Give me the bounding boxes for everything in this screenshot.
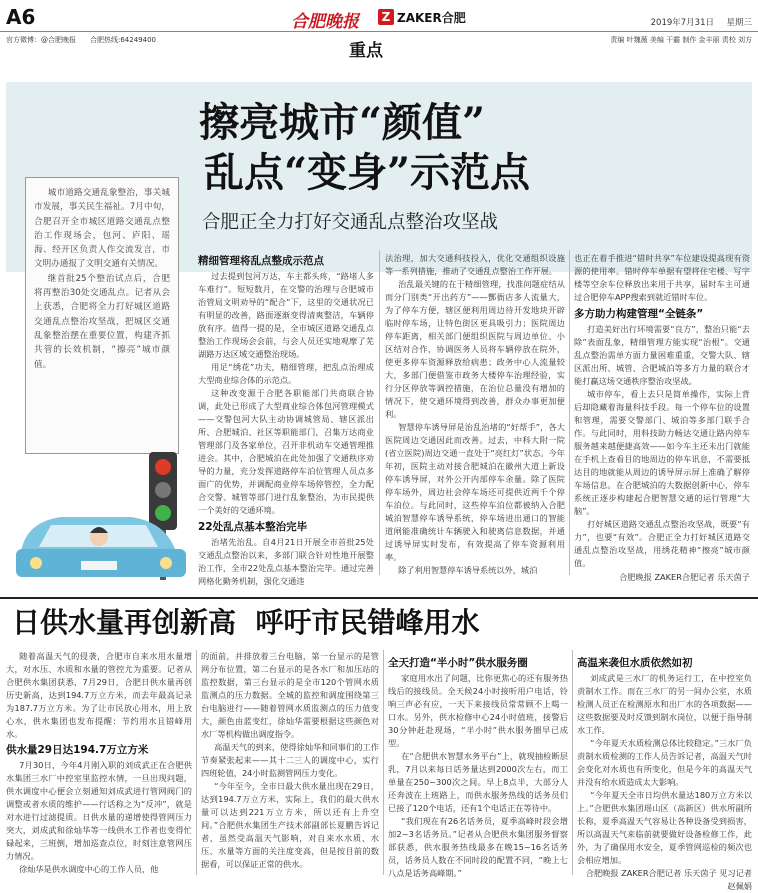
page-number: A6 — [6, 5, 36, 29]
top-story-column-1 — [198, 252, 374, 586]
top-story — [6, 82, 752, 586]
story-divider — [0, 597, 758, 599]
zaker-logo-icon: Z — [378, 9, 394, 25]
section-heading: 供水量29日达194.7万立方米 — [6, 744, 149, 756]
article-body: 打造美好出行环境需要“良方”，整治只能“去除”表面乱象，精细管理方能实现“治根”。交通乱点整治需单方面力量困难重重，交警大队、辖区派出所、城管、合肥城泊等多方力量的联合才能打赢这场交通秩序整治攻坚战。 城市停车，看上去只是简单操作，实际上背后却隐藏着海量科技手段。每一个停车位的设置和管理，需要交警部门、城泊等多部门联手合作。与此同时，用科技助力畅达交通让路内停车服务越来越便捷高效——如今车主还未出门就能在手机上查看目的地周边的停车讯息，不需要抵达目的地就能从周边的诱导屏示屏上准确了解停车场信息。在合肥城泊的大数据创新中心，停车系统正逐步构建起合肥智慧交通的运行管理“大脑”。 打好城区道路交通乱点整治攻坚战，既要“有力”，也要“有效”。合肥正全力打好城区道路交通乱点整治攻坚战，用绣花精神“擦亮”城市颜值。 — [574, 324, 750, 568]
bottom-story — [6, 604, 752, 891]
section-heading: 高温来袭但水质依然如初 — [577, 657, 693, 669]
issue-date: 2019年7月31日 — [650, 18, 714, 28]
header-divider — [0, 31, 758, 32]
article-body: 治堵先治乱。自4月21日开展全市首批25处交通乱点整治以来，多部门联合针对性地开展整治工作，全市22处乱点基本整治完毕。通过完善网格化勤务机制，强化交通违 — [198, 537, 374, 586]
article-body: 刘成武是三水厂的机务运行工，在中控室负责制水工作。而在三水厂的另一间办公室，水质检测人员正在检测原水和出厂水的各项数据——这些数据要及时反馈到制水岗位，以便于指导制水工作。 “今年夏天水质检测总体比较稳定。”三水厂负责制水质检测的工作人员告诉记者，高温天气时会变化对水质也有所变化，但是今年的高温天气并没有给水质造成太大影响。 “今年夏天全市日均供水量达180万立方米以上。”合肥供水集团瑶山区（高新区）供水所副所长称，夏季高温天气容易让各种设备受到损害，所以高温天气来临前就要做好设备检修工作，此外，为了确保用水安全，夏季管网巡检的频次也会相应增加。 — [577, 673, 752, 865]
bottom-column-2 — [201, 650, 379, 875]
section-title: 重点 — [349, 41, 383, 61]
page-header — [6, 5, 752, 61]
lead-box — [25, 177, 179, 454]
top-story-column-3 — [574, 252, 750, 582]
bottom-column-3 — [388, 650, 568, 878]
article-body: 也正在着手推进“错时共享”车位建设提高现有资源的使用率。错时停车单据有望将住宅楼、写字楼等空余车位释放出来用于共享，届时车主可通过合肥停车APP搜索到就近错时车位。 — [574, 253, 750, 302]
article-body: 的面前，并排放着三台电脑，第一台显示的是管网分布位置，第二台显示的是各水厂和加压站的监控数据，第三台显示的是全市120个管网水质监测点的压力数据。全城的监控和调度围绕第三台电脑进行——随着管网水质监测点的压力值变大，颜色由蓝变红，徐灿华需要根据这些颜色对水厂等机构做出调度指令。 高温天气的到来，使得徐灿华和同事们的工作节奏紧张起来——其十二三人的调度中心，实行四班轮值，24小时监测管网压力变化。 “今年至今，全市日最大供水量出现在29日，达到194.7万立方米，实际上，我们的最大供水量可以达到221万立方米，所以还有上升空间。”合肥供水集团生产技术部副部长夏鹏告诉记者，虽然受高温天气影响，对自来水水质、水压、水量等方面的关注度变高，但是按目前的数据看，可以保证正常的供水。 — [201, 651, 379, 869]
headline-line1: 擦亮城市“颜值” — [199, 99, 486, 146]
column-divider — [572, 650, 573, 875]
top-story-column-2 — [385, 252, 565, 575]
section-heading: 多方助力构建管理“全链条” — [574, 308, 704, 320]
byline: 合肥晚报 ZAKER合肥记者 乐天茵子 见习记者 赵佩娟 — [585, 868, 752, 891]
zaker-brand: ZAKER合肥 — [397, 11, 466, 25]
official-weibo: 官方微博：@合肥晚报 — [6, 36, 76, 44]
subheadline: 合肥正全力打好交通乱点整治攻坚战 — [202, 212, 499, 233]
editor-credits: 责编 叶魏薇 美编 干霸 制作 金丰丽 责校 刘方 — [610, 36, 752, 44]
article-body: 7月30日，今年4月刚入职的刘成武正在合肥供水集团三水厂中控室里监控水情，一旦出现问题，供水调度中心便会立刻通知刘成武进行管网阀门的调整或者水质的维护——行话称之为“反冲”，就是对水进行过滤提质。日供水量的递增使得管网压力突大，刘成武和徐灿华等一线供水工作者也变得忙碌起来，三班倒，增加巡查点位，时刻注意管网压力情况。 徐灿华是供水调度中心的工作人员，他 — [6, 760, 192, 874]
article-body: 家庭用水出了问题，比你更焦心的还有服务热线后的接线员。全天候24小时接听用户电话，铃响三声必有应，一天下来接线员常常顾不上喝一口水。另外，供水检修中心24小时值班，接警后30分钟赶赴现场，“半小时”供水服务圈早已成型。 在“合肥供水智慧水务平台”上，就现抽检断层乳，7月以来每日话务量达到2000次左右，而工单量在250~300次之间。早上8点半，大部分人还奔波在上班路上，而供水服务热线的话务员们已接了120个电话，还有1个电话正在等待中。 “我们现在有26名话务员，夏季高峰时段会增加2~3名话务员。”记者从合肥供水集团服务督察部获悉，供水服务热线最多在晚15~16名话务员，话务员人数在不同时段的配置不同，“晚上七八点是话务高峰期。” — [388, 673, 568, 878]
hotline: 合肥热线:64249400 — [90, 36, 156, 44]
bottom-column-1 — [6, 650, 192, 875]
bottom-column-4 — [577, 650, 752, 891]
column-divider — [196, 650, 197, 875]
article-body: 法治理，加大交通科技投入，优化交通组织设施等一系列措施，推动了交通乱点整治工作开展。 治乱最关键的在于精细管理，找准问题症结从而分门别类“开出药方”——酆衙店多人流量大，为了停车方便，辖区便利用周边待开发地块开辟临时停车场，让特色街区更具吸引力；医院周边停车距离，相关部门便组织医院与周边单位、小区结对合作，协调医务人员将车辆停放在院外，使更多停车资源释放给病患；政务中心人流量较大，多部门便借鉴市政务大楼停车治理经验，实行分区停放等调控措施，在治位总量没有增加的情况下，使交通环境得到改善，群众办事更加便利。 智慧停车诱导屏是治乱治堵的“好帮手”，各大医院周边交通因此而改善。过去，中科大附一院(省立医院)周边交通一直处于“亮红灯”状态。今年年初，医院主动对接合肥城泊在徽州大道上新设停车诱导屏，对外公开内部停车余量。除了医院停车场外，周边社会停车场还可提供近两千个停车泊位。与此同时，这些停车泊位都被纳入合肥城泊智慧停车诱导系统，停车场进出通口的智能道闸能准确统计车辆驶入和驶离信息数据，并通过诱导屏实时发布，有效提高了停车资源利用率。 除了利用智慧停车诱导系统以外，城泊 — [385, 253, 565, 575]
section-heading: 全天打造“半小时”供水服务圈 — [388, 657, 528, 669]
newspaper-logo: 合肥晚报 — [291, 12, 359, 32]
column-divider — [569, 250, 570, 575]
bottom-headline: 日供水量再创新高 呼吁市民错峰用水 — [12, 606, 480, 639]
column-divider — [383, 650, 384, 875]
issue-weekday: 星期三 — [726, 18, 752, 28]
lead-text: 城市道路交通乱象整治，事关城市发展，事关民生福祉。7月中旬，合肥召开全市城区道路交通乱点整治工作现场会，包河、庐阳、瑶海、经开区负责人作交流发言，市文明办通报了文明交通有关情况。 继首批25个整治试点后，合肥将再整治30处交通乱点。记者从会上获悉，合肥将全力打好城区道路交通乱点整治攻坚战，把城区交通乱象整治摆在重要位置，构建齐抓共管的长效机制，“擦亮”城市颜值。 — [34, 188, 170, 370]
section-heading: 精细管理将乱点整成示范点 — [198, 255, 324, 267]
article-body: 随着高温天气的侵袭，合肥市自来水用水量增大，对水压、水质和水量的管控尤为重要。记者从合肥供水集团获悉，7月29日，合肥日供水量再创历史新高，达到194.7万立方米，而去年最高记录为187.7万立方米。为了让市民放心用水，用上放心水，供水集团也发布提醒：节约用水且错峰用水。 — [6, 651, 192, 739]
headline-line2: 乱点“变身”示范点 — [204, 149, 531, 196]
section-heading: 22处乱点基本整治完毕 — [198, 521, 308, 533]
byline: 合肥晚报 ZAKER合肥记者 乐天茵子 — [619, 572, 750, 582]
article-body: 过去提到包河万达，车主都头疼，“路堵人多车难行”。短短数月，在交警的治理与合肥城市治管局文明劝导的“配合”下，这里的交通状况已有明显的改善，路面逐渐变得清爽整洁，车辆停放有序。值得一提的是，全市城区道路交通乱点整治工作现场会会前，与会人员还实地观摩了芜湖路万达区域交通整治现场。 用足“绣花”功夫，精细管理，把乱点治理成大型商业综合体的示范点。 这种改变源于合肥各职能部门共商联合协调，此处已形成了大型商业综合体包河管理模式——交警包河大队主动协调城管局、辖区派出所、合肥城泊、社区等职能部门，召集万达商业管理部门及各家单位，召开非机动车交通管理推进会。其中，合肥城泊在此处加强了交通秩序劝导的力量，充分发挥道路停车泊位管理人员点多面广的优势，并调配商业停车场停管控，全力配合交警、城管等部门进行乱象整治，为市民提供一个美好的交通环境。 — [198, 271, 374, 515]
car-illustration-icon — [6, 497, 196, 582]
column-divider — [379, 250, 380, 575]
